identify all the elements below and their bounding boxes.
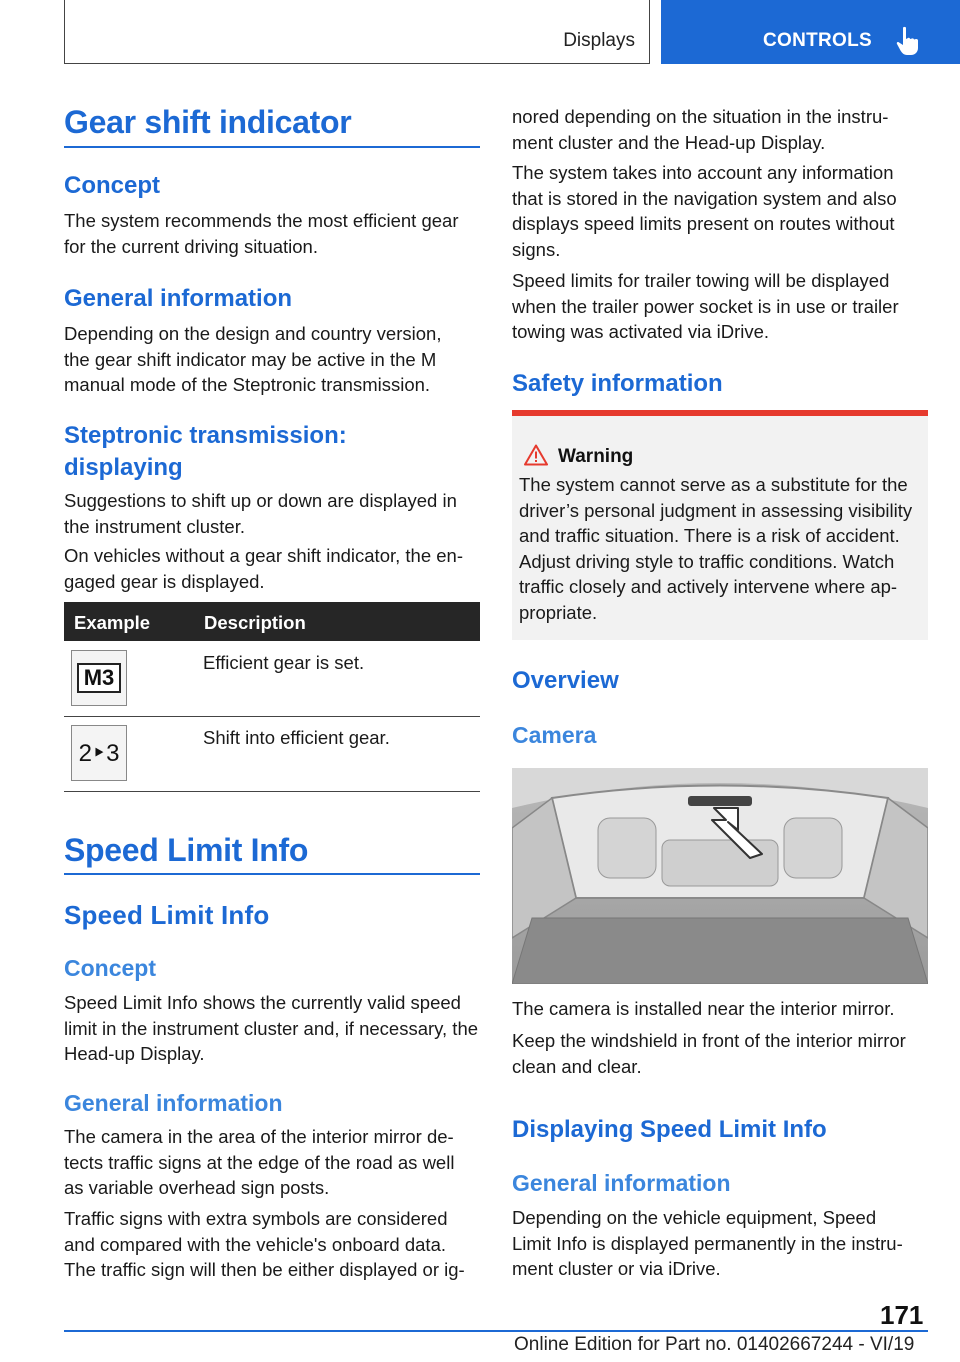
camera-location-illustration xyxy=(512,768,928,984)
steptronic-text-1: Suggestions to shift up or down are displayed in the instrument cluster. xyxy=(64,490,457,537)
shift-up-icon-label: 2‣3 xyxy=(78,739,120,767)
title-rule xyxy=(64,873,480,875)
warning-box xyxy=(512,410,928,640)
warning-body: The system cannot serve as a substitute for the driver’s personal judgment in assessing visibility and traffic situation. There is a risk of accident. Adjust driving style to traffic conditions. Watch traffic closely and actively intervene where ap‐propriate. xyxy=(519,474,913,623)
pointing-hand-icon xyxy=(895,26,921,56)
table-row-2-desc: Shift into efficient gear. xyxy=(203,727,390,748)
safety-info-heading: Safety information xyxy=(512,370,723,397)
warning-title: Warning xyxy=(558,446,634,467)
speed-limit-info-heading: Speed Limit Info xyxy=(64,900,270,930)
header-chapter-tab xyxy=(661,0,960,64)
camera-heading: Camera xyxy=(512,722,597,748)
camera-text-1: The camera is installed near the interior mirror. xyxy=(512,998,895,1019)
sli-general-info-heading: General information xyxy=(64,1090,283,1116)
page-number: 171 xyxy=(880,1300,924,1330)
steptronic-text-2: On vehicles without a gear shift indicator, the en‐gaged gear is displayed. xyxy=(64,545,463,592)
sli-general-info-text-2: Traffic signs with extra symbols are considered and compared with the vehicle's onboard data. The traffic sign will then be either displayed or ig‐ xyxy=(64,1208,465,1280)
gear-set-icon xyxy=(71,650,127,706)
displaying-sli-heading: Displaying Speed Limit Info xyxy=(512,1116,827,1143)
table-row-divider xyxy=(64,791,480,792)
footer-rule xyxy=(64,1330,928,1332)
edition-text: Online Edition for Part no. 01402667244 - VI/19 xyxy=(514,1334,915,1355)
concept-text: The system recommends the most efficient gear for the current driving situation. xyxy=(64,210,459,257)
table-row-divider xyxy=(64,716,480,717)
table-row-1-desc: Efficient gear is set. xyxy=(203,652,365,673)
steptronic-heading: Steptronic transmission: displaying xyxy=(64,422,347,481)
displaying-general-info-heading: General information xyxy=(512,1170,731,1196)
sli-concept-text: Speed Limit Info shows the currently valid speed limit in the instrument cluster and, if necessary, the Head-up Display. xyxy=(64,992,479,1064)
header-section-label: Displays xyxy=(563,30,635,51)
warning-triangle-icon xyxy=(524,444,548,466)
concept-heading: Concept xyxy=(64,172,160,199)
overview-heading: Overview xyxy=(512,667,619,694)
title-rule xyxy=(64,146,480,148)
sli-concept-heading: Concept xyxy=(64,955,156,981)
trailer-text: Speed limits for trailer towing will be displayed when the trailer power socket is in use or trailer towing was activated via iDrive. xyxy=(512,270,899,342)
general-info-heading: General information xyxy=(64,285,293,312)
continued-text: nored depending on the situation in the instru‐ment cluster and the Head-up Display. xyxy=(512,106,889,153)
camera-text-2: Keep the windshield in front of the interior mirror clean and clear. xyxy=(512,1030,906,1077)
table-header-example: Example xyxy=(74,612,151,633)
general-info-text: Depending on the design and country version, the gear shift indicator may be active in the M manual mode of the Steptronic transmission. xyxy=(64,323,442,395)
shift-up-icon xyxy=(71,725,127,781)
header-chapter-label: CONTROLS xyxy=(763,30,873,51)
section-title-speed-limit: Speed Limit Info xyxy=(64,832,309,868)
section-title-gear-shift: Gear shift indicator xyxy=(64,104,352,140)
table-header xyxy=(64,602,480,641)
table-header-description: Description xyxy=(204,612,306,633)
header-section-tab xyxy=(64,0,650,64)
displaying-general-info-text: Depending on the vehicle equipment, Speed Limit Info is displayed permanently in the instru‐ment cluster or via iDrive. xyxy=(512,1207,903,1279)
navigation-text: The system takes into account any information that is stored in the navigation system and also displays speed limits present on routes without signs. xyxy=(512,162,897,260)
sli-general-info-text-1: The camera in the area of the interior mirror de‐tects traffic signs at the edge of the road as well as variable overhead sign posts. xyxy=(64,1126,455,1198)
gear-set-icon-label: M3 xyxy=(83,665,115,690)
